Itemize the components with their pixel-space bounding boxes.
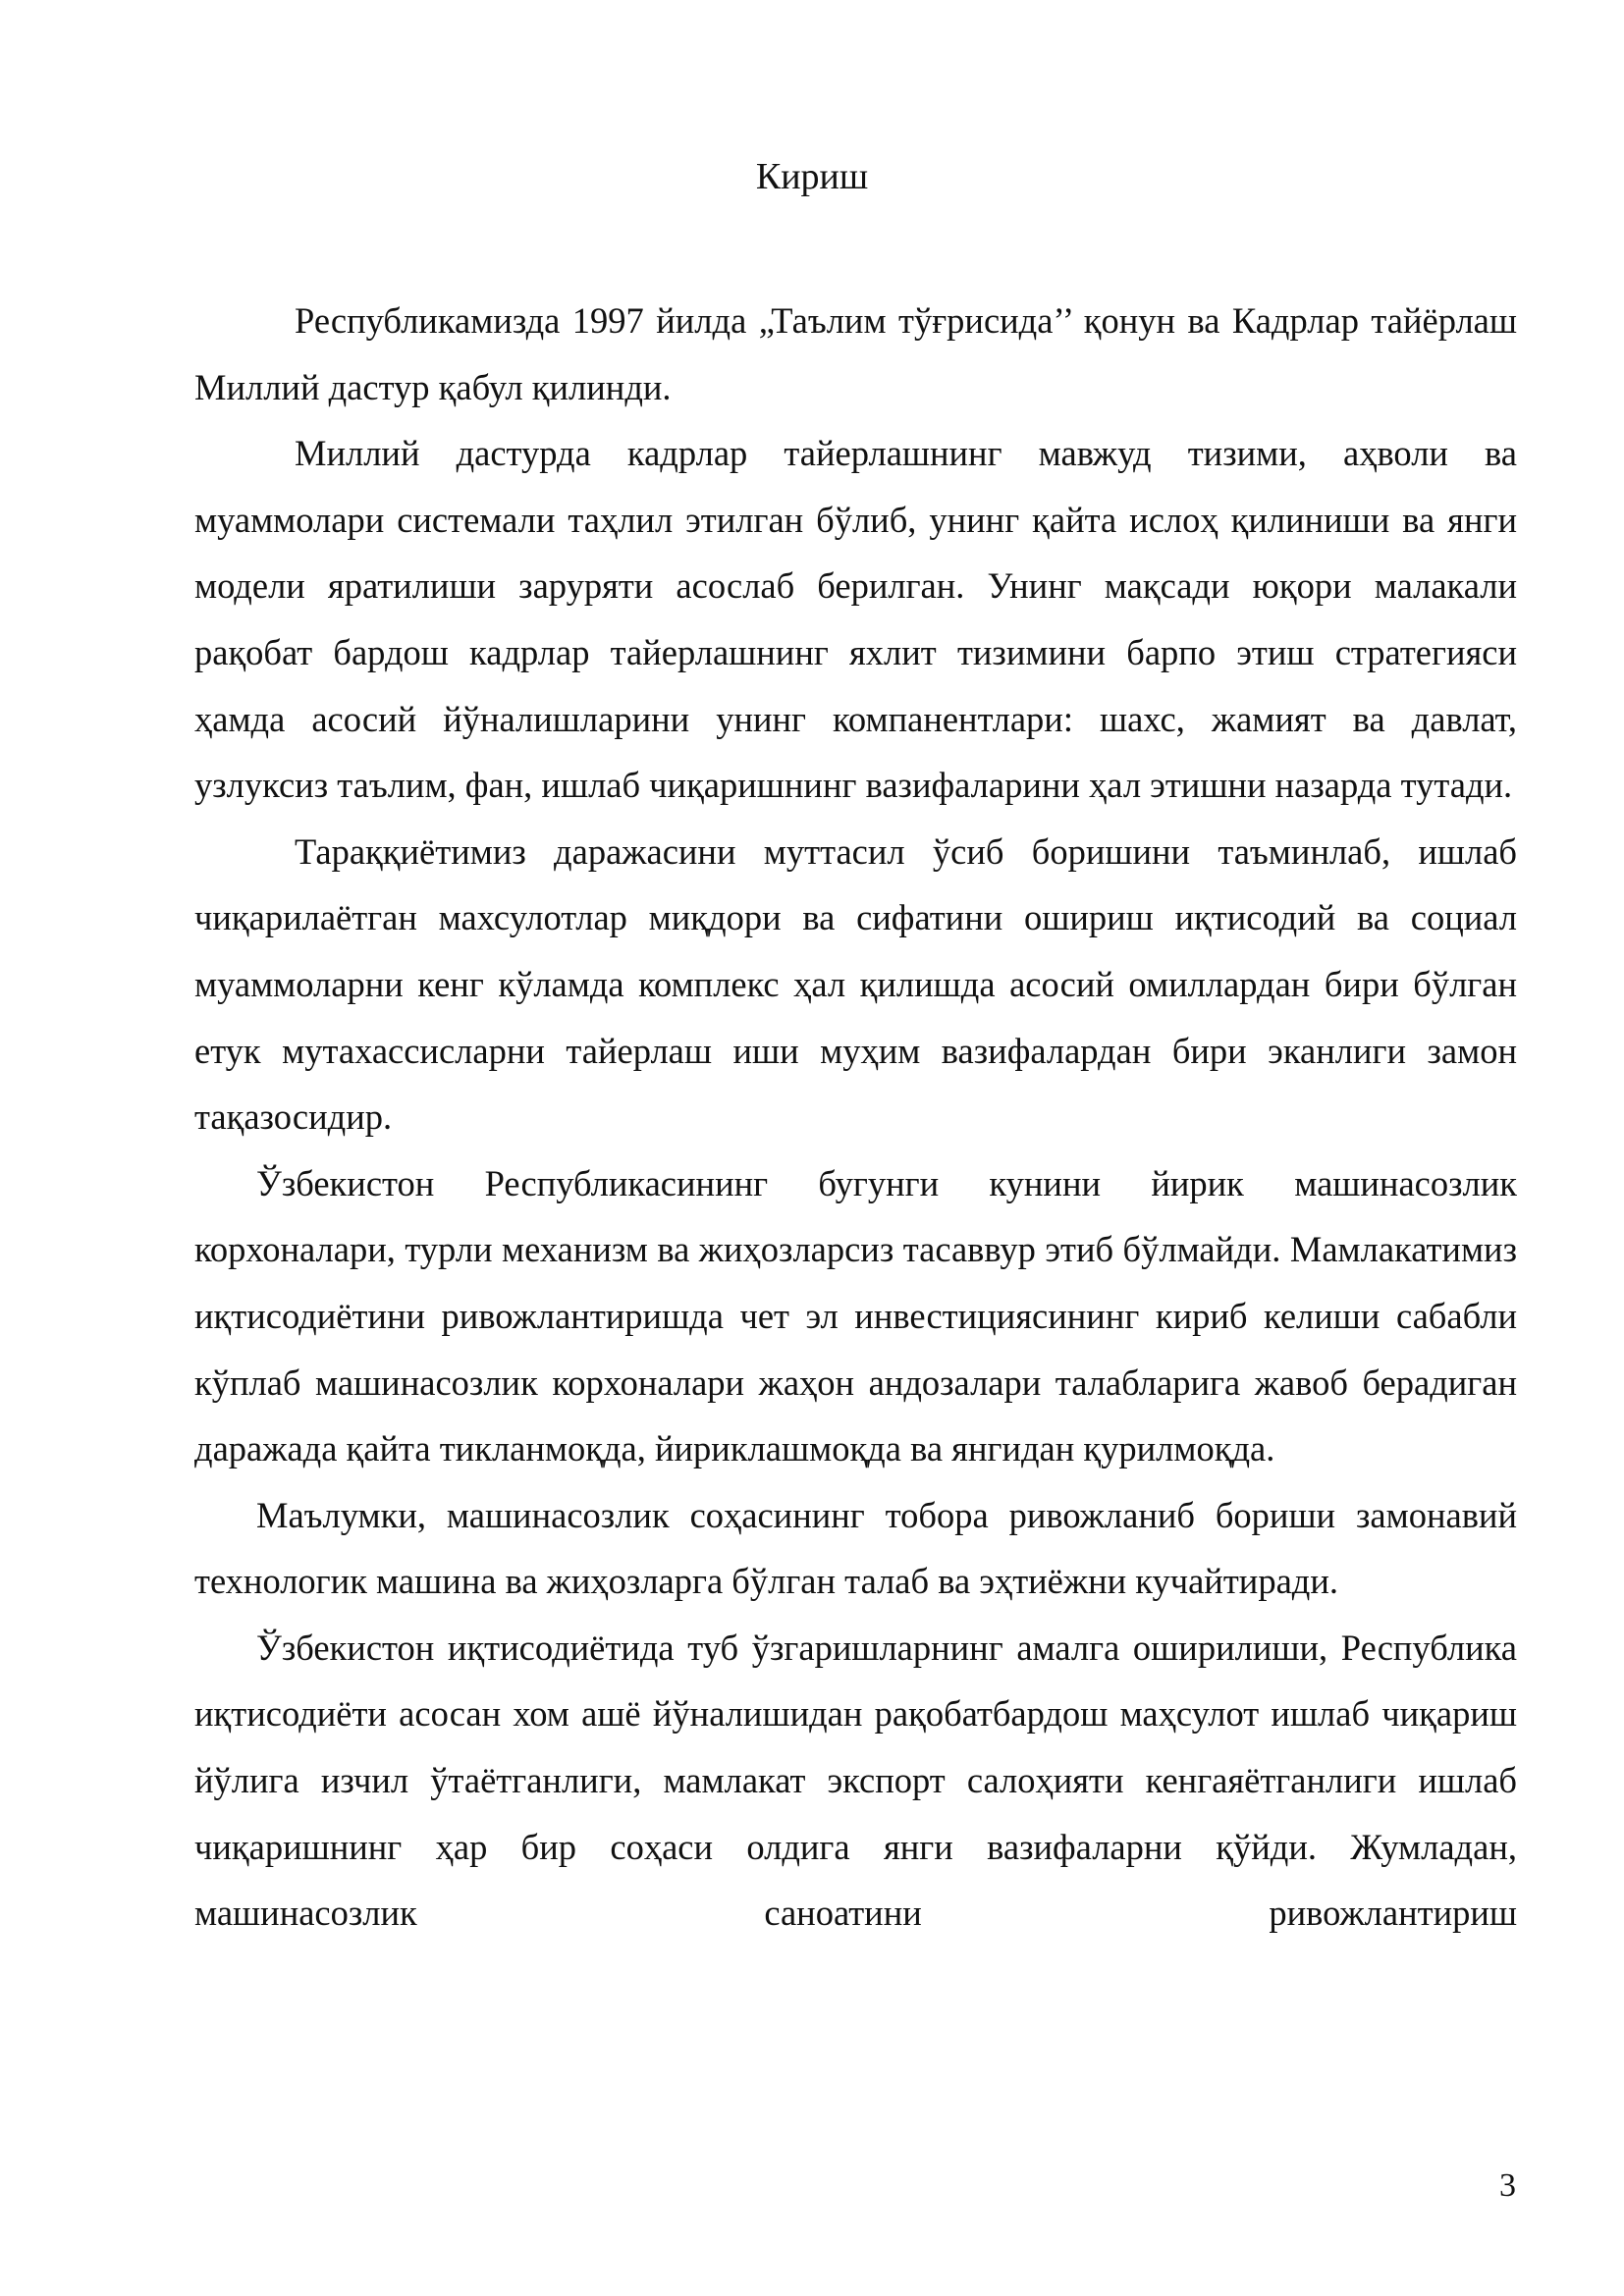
paragraph-economy: Ўзбекистон иқтисодиётида туб ўзгаришларнинг амалга оширилиши, Республика иқтисодиёти асосан хом ашё йўналишидан рақобатбардош маҳсулот ишлаб чиқариш йўлига изчил ўтаётганлиги, мамлакат экспорт салоҳияти кенгаяётганлиги ишлаб чиқаришнинг ҳар бир соҳаси олдига янги вазифаларни қўйди. Жумладан, машинасозлик саноатини ривожлантириш xyxy=(194,1627,1517,1934)
document-body xyxy=(194,288,1517,1947)
paragraph-national-program: Миллий дастурда кадрлар тайерлашнинг мавжуд тизими, аҳволи ва муаммолари системали таҳлил этилган бўлиб, унинг қайта ислоҳ қилиниши ва янги модели яратилиши заруряти асослаб берилган. Унинг мақсади юқори малакали рақобат бардош кадрлар тайерлашнинг яхлит тизимини барпо этиш стратегияси ҳамда асосий йўналишларини унинг компанентлари: шахс, жамият ва давлат, узлуксиз таълим, фан, ишлаб чиқаришнинг вазифаларини ҳал этишни назарда тутади. xyxy=(194,433,1517,806)
paragraph-development: Тараққиётимиз даражасини муттасил ўсиб боришини таъминлаб, ишлаб чиқарилаётган махсулотлар миқдори ва сифатини ошириш иқтисодий ва социал муаммоларни кенг кўламда комплекс ҳал қилишда асосий омиллардан бири бўлган етук мутахассисларни тайерлаш иши муҳим вазифалардан бири эканлиги замон тақазосидир. xyxy=(194,830,1517,1138)
paragraph-demand: Маълумки, машинасозлик соҳасининг тобора ривожланиб бориши замонавий технологик машина ва жиҳозларга бўлган талаб ва эҳтиёжни кучайтиради. xyxy=(194,1494,1517,1602)
page-number: 3 xyxy=(1499,2167,1516,2204)
paragraph-intro: Республикамизда 1997 йилда „Таълим тўғрисида’’ қонун ва Кадрлар тайёрлаш Миллий дастур қабул қилинди. xyxy=(194,300,1517,407)
paragraph-machine-building: Ўзбекистон Республикасининг бугунги кунини йирик машинасозлик корхоналари, турли механизм ва жиҳозларсиз тасаввур этиб бўлмайди. Мамлакатимиз иқтисодиётини ривожлантиришда чет эл инвестициясининг кириб келиши сабабли кўплаб машинасозлик корхоналари жаҳон андозалари талабларига жавоб берадиган даражада қайта тикланмоқда, йириклашмоқда ва янгидан қурилмоқда. xyxy=(194,1162,1517,1469)
page-title: Кириш xyxy=(755,156,869,197)
